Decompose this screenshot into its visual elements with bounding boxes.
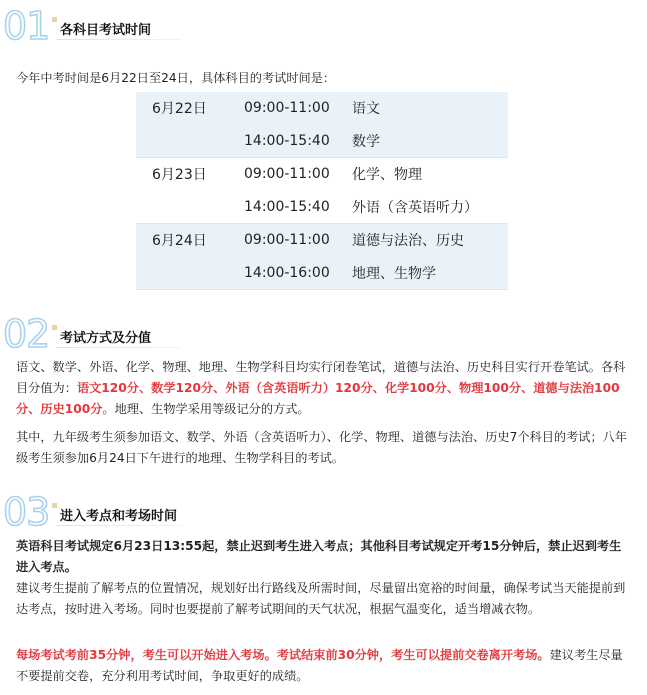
- schedule-subject: 数学: [352, 125, 508, 158]
- schedule-date: [136, 191, 244, 224]
- title-marker-icon: [52, 325, 57, 330]
- entry-time-highlight: 每场考试考前35分钟，考生可以开始进入考场。考试结束前30分钟，考生可以提前交卷离开考场。: [16, 648, 550, 662]
- format-text: 语文、数学、外语、化学、物理、地理、生物学科目均实行闭卷笔试，道德与法治、历史科目实行开卷笔试。各科目分值为：: [16, 360, 626, 395]
- schedule-subject: 语文: [352, 92, 508, 125]
- schedule-date: [136, 257, 244, 290]
- schedule-subject: 化学、物理: [352, 167, 422, 184]
- schedule-date: 6月23日: [152, 167, 207, 184]
- late-entry-rule: 英语科目考试规定6月23日13:55起，禁止迟到考生进入考点；其他科目考试规定开考15分钟后，禁止迟到考生进入考点。: [16, 539, 622, 574]
- schedule-date: 6月24日: [136, 224, 244, 257]
- entry-time-paragraph: [16, 645, 630, 687]
- section-title: 考试方式及分值: [60, 331, 152, 346]
- exam-format-paragraph: [16, 357, 630, 420]
- title-marker-icon: [52, 503, 57, 508]
- section-header-1: [0, 6, 647, 46]
- schedule-time: 14:00-16:00: [244, 257, 352, 290]
- schedule-time: 09:00-11:00: [244, 224, 352, 257]
- schedule-time: 09:00-11:00: [244, 166, 330, 183]
- title-marker-icon: [52, 17, 57, 22]
- schedule-row: [136, 191, 508, 224]
- schedule-row: [136, 92, 508, 125]
- schedule-time: 14:00-15:40: [244, 125, 352, 158]
- format-text-end: 。地理、生物学采用等级记分的方式。: [102, 402, 310, 416]
- section-number: 01: [3, 4, 50, 48]
- schedule-date: [136, 125, 244, 158]
- schedule-intro: 今年中考时间是6月22日至24日，具体科目的考试时间是：: [16, 71, 336, 85]
- section-number: 03: [3, 490, 50, 534]
- title-underline: [56, 347, 181, 348]
- grade-requirement-paragraph: 其中，九年级考生须参加语文、数学、外语（含英语听力）、化学、物理、道德与法治、历史7个科目的考试；八年级考生须参加6月24日下午进行的地理、生物学科目的考试。: [16, 430, 628, 465]
- section-header-2: [0, 314, 647, 354]
- schedule-row: [136, 158, 508, 191]
- exam-schedule-table: [136, 92, 508, 290]
- section-number: 02: [3, 312, 50, 356]
- schedule-date: 6月22日: [136, 92, 244, 125]
- schedule-row: [136, 257, 508, 290]
- schedule-time: 14:00-15:40: [244, 191, 352, 224]
- schedule-row: [136, 125, 508, 158]
- entry-time-advice: 建议考生尽量不要提前交卷，充分利用考试时间，争取更好的成绩。: [16, 648, 623, 683]
- score-highlight: 语文120分、数学120分、外语（含英语听力）120分、化学100分、物理100分、道德与法治100分、历史100分: [16, 381, 620, 416]
- schedule-time: 09:00-11:00: [244, 92, 352, 125]
- title-underline: [56, 39, 181, 40]
- section-title: 进入考点和考场时间: [60, 509, 178, 524]
- schedule-subject: 地理、生物学: [352, 257, 508, 290]
- schedule-subject: 外语（含英语听力）: [352, 191, 508, 224]
- title-underline: [56, 525, 181, 526]
- schedule-subject: 道德与法治、历史: [352, 224, 508, 257]
- advice-paragraph: 建议考生提前了解考点的位置情况，规划好出行路线及所需时间，尽量留出宽裕的时间量，确保考试当天能提前到达考点，按时进入考场。同时也要提前了解考试期间的天气状况，根据气温变化，适当增减衣物。: [16, 581, 626, 616]
- section-header-3: [0, 492, 647, 532]
- schedule-row: [136, 224, 508, 257]
- section-title: 各科目考试时间: [60, 23, 152, 38]
